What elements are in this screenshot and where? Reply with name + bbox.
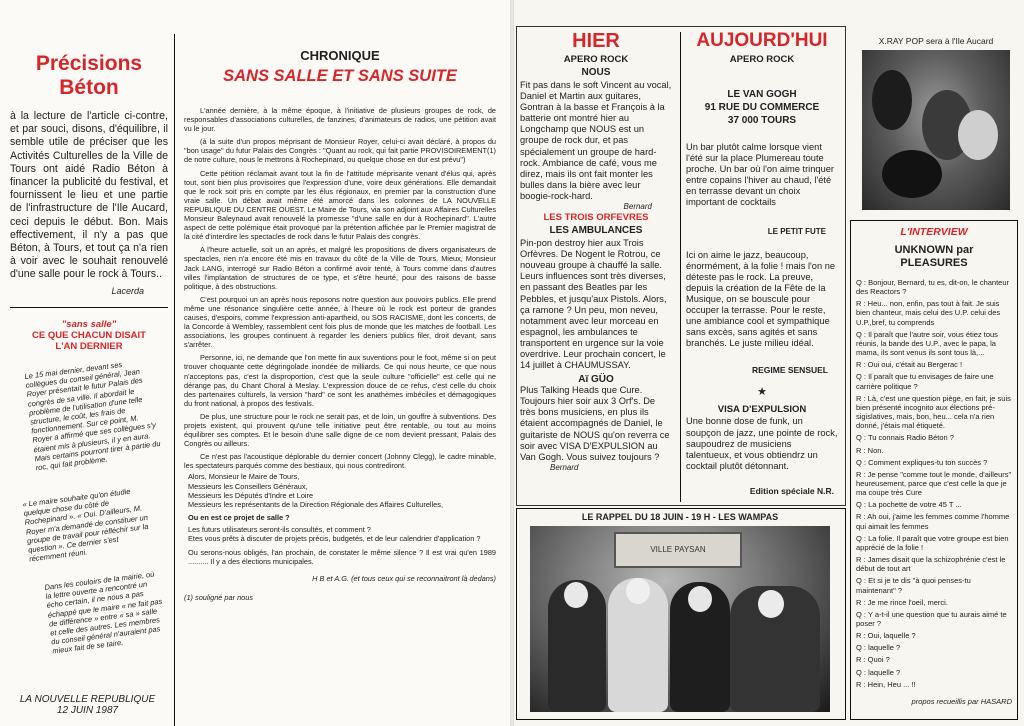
clipping-text-2: « Le maire souhaite qu'on étudie quelque chose du côté de Rochepinard ». « Oui. D'ailleurs, M. Royer m'a demandé de constituer un groupe de travail pour réfléchir sur la question ». Ce dernier s'est récemment réuni. xyxy=(22,486,149,564)
hier-aujourdhui-frame xyxy=(516,26,846,506)
chronique-followups xyxy=(184,525,496,543)
clipping-block-3 xyxy=(44,569,168,656)
plaque-text: VILLE PAYSAN xyxy=(650,545,706,554)
aujourdhui-guide-text: Ici on aime le jazz, beaucoup, énormément, à la folie ! mais l'on ne déteste pas le rock. La preuve, depuis la création de la Fête de la Musique, on se bouscule pour occuper la terrasse. Pour le reste, une ambiance cool et sympathique sans excès, sans agités et sans branchés. Le juste milieu idéal. xyxy=(686,249,836,349)
qa-line: R : Heu... non, enfin, pas tout à fait. Je suis bien chanteur, mais celui des U.P. celui des U.P.,bref, tu comprends xyxy=(856,299,1001,327)
photo-face xyxy=(758,590,784,618)
qa-line: R : Quoi ? xyxy=(856,655,890,665)
aujourdhui-title: AUJOURD'HUI xyxy=(696,30,828,51)
clipping-block-1 xyxy=(24,356,163,472)
hier-band3-text: Plus Talking Heads que Cure. Toujours hier soir aux 3 Orf's. De très bons musiciens, en plus ils étaient accompagnés de Daniel, le guitariste de NOUS qu'on reverra ce soir avec VISA D'EXPULSION au Van Gogh. Vous suivez toujours ? xyxy=(520,385,670,462)
precisions-article xyxy=(10,52,168,296)
chronique-addressees xyxy=(184,472,496,508)
chronique-p3: Cette pétition réclamait avant tout la fin de l'attitude méprisante venant d'élus qui, après tout, sont bien plus provisoires que l'expression d'une, voire deux générations. Elle demandait que le rock soit pris en compte par les élus régionaux, en premier par la construction d'une vraie salle. Un débat avait même été amorcé dans les colonnes de LA NOUVELLE REPUBLIQUE DU CENTRE OUEST. Le Maire de Tours, via son adjoint aux Affaires Culturelles Monsieur Baleynaud avait renouvelé la promesse "d'une salle en dur à Rochepinard". L'autre aspect de cette polémique était provoqué par la prétention affichée par le Premier magistrat de la cité d'interdire les spectacles de rock dans le futur Palais des congrès. xyxy=(184,168,496,242)
chronique-kicker: CHRONIQUE xyxy=(300,48,380,63)
photo-face xyxy=(688,586,712,612)
sans-salle-header xyxy=(10,319,168,352)
aujourdhui-intro: Un bar plutôt calme lorsque vient l'été sur la place Plumereau toute proche. Un bar où l'on aime trinquer entre copains l'hiver au chaud, l'été en terrasse devant un choix important de cocktails xyxy=(686,142,835,208)
clipping-text-3: Dans les couloirs de la mairie, où la lettre ouverte a rencontré un écho certain, il ne nous a pas échappé que le maire « ne fait pas de différence » entre « sa » salle et celle des autres. Les membres du conseil général n'auraient pas mieux fait de se taire. xyxy=(44,569,163,656)
qa-line: R : Je pense "comme tout le monde, d'ailleurs" heureusement, parce que c'est celle la que je ma coupe très Cure xyxy=(856,469,1012,498)
qa-line: R : Là, c'est une question piège, en fait, je suis bien présenté incognito aux élections pré-sigislatives, mais, bon, heu... cela n'a rien donné, j'étais mal étiqueté. xyxy=(856,393,1011,431)
aujourdhui-band: VISA D'EXPULSION xyxy=(717,404,807,416)
hier-sig1: Bernard xyxy=(623,202,652,212)
photo-figure xyxy=(872,70,912,130)
rappel-caption: LE RAPPEL DU 18 JUIN - 19 H - LES WAMPAS xyxy=(581,512,779,522)
addressee-line: Messieurs les Conseillers Généraux, xyxy=(188,481,308,491)
qa-line: R : Hein, Heu ... !! xyxy=(856,679,916,689)
photo-face xyxy=(626,578,650,604)
xray-photo xyxy=(862,50,1010,210)
hier-band1: NOUS xyxy=(581,67,611,78)
interview-qa xyxy=(856,278,1012,689)
qa-line: R : Ah oui, j'aime les femmes comme l'homme qui aimait les femmes xyxy=(856,512,1010,531)
hier-title: HIER xyxy=(572,30,620,52)
qa-line: Q : La folie. Il paraît que votre groupe est bien apprécié de la folie ! xyxy=(856,533,1009,552)
precisions-body: à la lecture de l'article ci-contre, et par souci, disons, d'équilibre, il semble utile de préciser que les Activités Culturelles de la Ville de Tours ont aidé Radio Béton à financer la publicité du festival, et fournissent le lieu et une partie de l'infrastructure de l'Ile Aucard, ceci depuis le début. Bon. Mais effectivement, il n'y a pas que Béton, à Tours, et tout ça n'a rien à voir avec le souhait renouvelé d'une salle pour le rock à Tours.. xyxy=(10,110,168,281)
sans-salle-headline: CE QUE CHACUN DISAIT L'AN DERNIER xyxy=(31,330,146,352)
qa-line: Q : La pochette de votre 45 T ... xyxy=(856,500,962,510)
addressee-line: Messieurs les Députés d'Indre et Loire xyxy=(188,490,314,500)
chronique-p7: De plus, une structure pour le rock ne serait pas, et de loin, un gouffre à subventions. Des projets existent, qui prouvent qu'une telle initiative peut être rentable, ou tout au moins équilibrer ses comptes. Et le besoin d'une salle digne de ce nom devient pressant, Palais des Congrès ou ailleurs. xyxy=(184,411,496,449)
addressee-line: Alors, Monsieur le Maire de Tours, xyxy=(188,472,300,482)
hier-sig2: Bernard xyxy=(550,462,579,472)
source-name: LA NOUVELLE REPUBLIQUE xyxy=(19,694,156,705)
hier-subtitle: APERO ROCK xyxy=(563,54,629,65)
precisions-signature: Lacerda xyxy=(111,285,144,296)
chronique-title: SANS SALLE ET SANS SUITE xyxy=(223,67,457,85)
chronique-p6: Personne, ici, ne demande que l'on mette fin aux suventions pour le foot, même si on peut trouver choquante cette dégringolade inondée de milliards. Ce qui nous heurte, ce que nous n'acceptons pas, c'est la disproportion, c'est que la seule culture "officielle" est celle qui ne dérange pas, du Chant Choral à Meslay. L'expression douce de ce refus, c'est celle du choix des partenaires culturels, la version "hard" ce sont les anathèmes imbéciles et démagogiques du front national, à propos des festivals. xyxy=(184,353,496,408)
page-fold xyxy=(510,0,514,726)
aujourdhui-address2: 37 000 TOURS xyxy=(727,115,797,126)
followup-line: Les futurs utilisateurs seront-ils consultés, et comment ? xyxy=(188,524,371,534)
chronique-p4: A l'heure actuelle, soit un an après, et malgré les propositions de divers organisateurs de spectacles, rien n'a encore été mis en travaux du côté de la Ville de Tours. Mieux, Monsieur Jack LANG, interrogé sur Radio Béton a confirmé avoir tenté, à Tours comme dans d'autres villes l'implantation de structures de ce type, et s'être heurté, pour des raisons de basse politique, à des obstructions. xyxy=(184,245,496,291)
photo-plaque xyxy=(614,532,742,568)
photo-face xyxy=(564,582,588,608)
sans-salle-kicker: "sans salle" xyxy=(61,319,117,330)
qa-line: Q : Bonjour, Bernard, tu es, dit-on, le chanteur des Reactors ? xyxy=(856,278,1010,297)
qa-line: Q : Tu connais Radio Béton ? xyxy=(856,433,954,443)
xray-photo-block xyxy=(856,36,1016,216)
chronique-article xyxy=(184,48,496,603)
hier-band1-text: Fit pas dans le soft Vincent au vocal, Daniel et Martin aux guitares, Gontran à la basse et François à la batterie ont montré hier au Longchamp que NOUS est un groupe de rock dur, et pas spécialement un groupe de hard-rock. Ambiance de café, vous me direz, mais ils ont fait monter les bulles dans la bière avec leur boogie-rock-hard. xyxy=(520,80,672,201)
chronique-closing: Ou serons-nous obligés, l'an prochain, de constater le même silence ? Il est vrai qu'en 1989 .......... Il y a des élections municipales. xyxy=(188,548,496,567)
interview-signature: propos recueillis par HASARD xyxy=(911,696,1012,706)
chronique-p8: Ce n'est pas l'acoustique déplorable du dernier concert (Johnny Clegg), le cadre minable, les spectateurs parqués comme des bestiaux, qui nous contrediront. xyxy=(184,452,496,471)
star-icon: ★ xyxy=(757,386,767,399)
qa-line: R : Oui oui, c'était au Bergerac ! xyxy=(856,360,963,370)
hier-band2-text: Pin-pon destroy hier aux Trois Orfèvres. De Nogent le Rotrou, ce nouveau groupe à chauffé la salle. Leurs influences sont très diverses, en passant des Beatles par les Pebbles, et jusqu'aux Pistols. Alors, ça ramone ? Un peu, mon neveu, notamment avec leur morceau en espagnol, les ambulances te transportent en urgence sur la voie overdrive. Leur prochain concert, le 14 juillet à CHAUMUSSAY. xyxy=(520,238,667,371)
qa-line: Q : Il paraît que tu envisages de faire une carrière politique ? xyxy=(856,372,994,391)
source-date: 12 JUIN 1987 xyxy=(56,705,119,716)
qa-line: R : Non. xyxy=(856,445,884,455)
qa-line: Q : laquelle ? xyxy=(856,667,901,677)
left-col-divider xyxy=(10,307,168,308)
interview-article xyxy=(856,226,1012,706)
chronique-p1: L'année dernière, à la même époque, à l'initiative de plusieurs groupes de rock, de responsables d'associations culturelles, de fanzines, d'animateurs de radios, une pétition avait vu le jour. xyxy=(184,106,496,134)
addressee-line: Messieurs les représentants de la Direction Régionale des Affaires Culturelles, xyxy=(188,499,443,509)
clipping-text-1: Le 15 mai dernier, devant ses collègues du conseil général, Jean Royer présentait le futur Palais des congrès de sa ville. Il abordait le problème de l'utilisation d'une telle structure, le coût, les frais de fonctionnement. Sur ce point, M. Royer a affirmé que ses collègues s'y étaient mis à plusieurs, il y en aura. Mais certains pourront tirer à partie du roc, qui fait problème. xyxy=(24,360,161,473)
aujourdhui-edition: Edition spéciale N.R. xyxy=(749,485,834,496)
followup-line: Etes vous prêts à discuter de projets précis, budgetés, et de leur calendrier d'application ? xyxy=(188,534,481,544)
photo-figure xyxy=(882,150,942,198)
chronique-p5: C'est pourquoi un an après nous reposons notre question aux pouvoirs publics. Elle prend même une résonance singulière cette année, à l'heure où le rock est porteur de grandes causes, d'espoirs, comme l'expression anti-apartheid, ou SOS RACISME, dont les concerts, de la Concorde à Wembley, rassemblent cent fois plus de monde que les matches de football. Les associations, les groupes continuent à regarder les deniers publics filer, droit devant, sans s'arrêter. xyxy=(184,294,496,350)
precisions-title: Précisions Béton xyxy=(35,52,143,99)
wampas-photo xyxy=(530,526,830,712)
qa-line: R : James disait que la schizophrénie c'est le début de tout art xyxy=(856,555,1006,574)
left-vertical-rule xyxy=(174,34,175,726)
hier-band3: Aï GÜO xyxy=(578,374,614,386)
aujourdhui-guide-sig: REGIME SENSUEL xyxy=(751,365,828,376)
photo-figure xyxy=(958,110,998,160)
qa-line: R : Je me rince l'oeil, merci. xyxy=(856,597,948,607)
chronique-question: Ou en est ce projet de salle ? xyxy=(188,512,290,522)
qa-line: Q : Et si je te dis "à quoi penses-tu maintenant" ? xyxy=(856,576,971,595)
chronique-p2: (à la suite d'un propos méprisant de Monsieur Royer, celui-ci avait déclaré, à propos du "bon usage" du futur Palais des Congrès : "Quant au rock, qui fait partie PROVISOIREMENT(1) de notre culture, nous le mettrons à Rochepinard, ou quelque chose en dur est prévu") xyxy=(184,137,496,165)
interview-kicker: L'INTERVIEW xyxy=(900,226,968,238)
aujourdhui-guide: LE PETIT FUTE xyxy=(767,226,826,236)
hier-band2: LES AMBULANCES xyxy=(549,225,643,237)
xray-caption: X.RAY POP sera à l'Ile Aucard xyxy=(878,36,994,46)
hier-venue2: LES TROIS ORFEVRES xyxy=(543,212,649,224)
qa-line: Q : laquelle ? xyxy=(856,643,901,653)
qa-line: Q : Comment expliques-tu ton succès ? xyxy=(856,457,988,467)
clipping-source xyxy=(10,694,165,716)
chronique-signature: H B et A.G. (et tous ceux qui se reconnaitront là dedans) xyxy=(312,574,496,584)
aujourdhui-address1: 91 RUE DU COMMERCE xyxy=(704,102,820,113)
aujourdhui-venue: LE VAN GOGH xyxy=(727,89,797,100)
qa-line: Q : Y a-t-il une question que tu aurais aimé te poser ? xyxy=(856,609,1007,628)
qa-line: Q : Il paraît que l'autre soir, vous étiez tous réunis, la bande des U.P., avec le papa, la mama, ils sont venus ils sont tous là,... xyxy=(856,329,998,358)
aujourdhui-band-text: Une bonne dose de funk, un soupçon de jazz, une pointe de rock, saupoudrez de musiciens talentueux, et vous obtiendrz un cocktail plutôt détonnant. xyxy=(686,416,838,471)
chronique-footnote: (1) souligné par nous xyxy=(184,593,253,603)
interview-title: UNKNOWN par PLEASURES xyxy=(894,244,974,269)
qa-line: R : Oui, laquelle ? xyxy=(856,631,916,641)
aujourdhui-subtitle: APERO ROCK xyxy=(729,54,795,65)
